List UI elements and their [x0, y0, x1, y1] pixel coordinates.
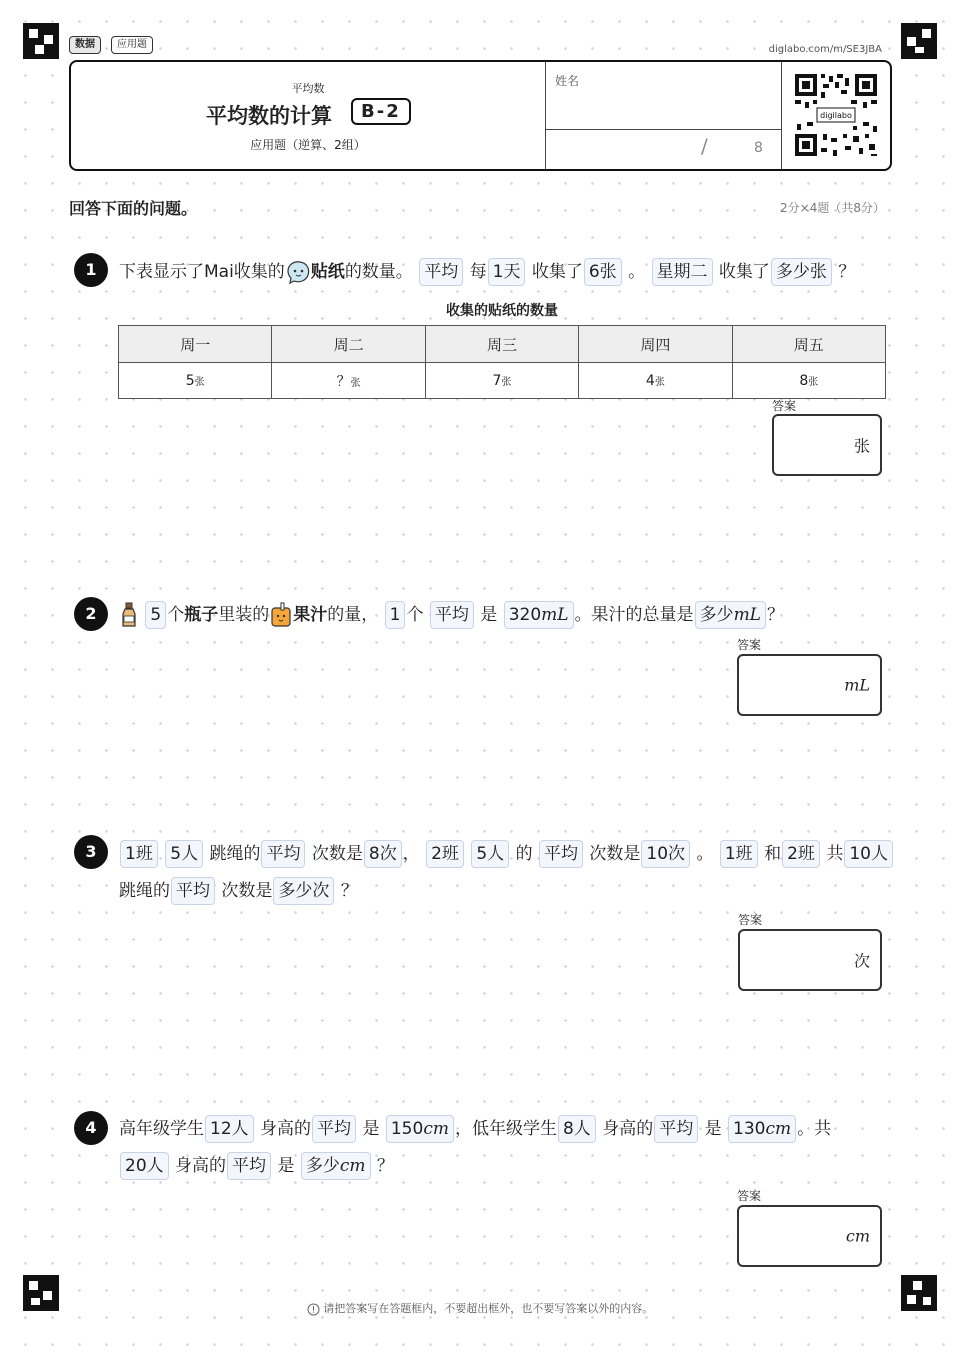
q1-highlight: 6张 — [584, 258, 622, 286]
q2-highlight — [695, 601, 766, 629]
cell-value: ？ — [336, 373, 351, 390]
q4-text: 高年级学生 — [119, 1119, 204, 1139]
q4-highlight — [120, 1152, 169, 1180]
q4-text: 身高的 — [260, 1119, 312, 1139]
question-3-text-line2 — [119, 876, 358, 905]
answer-label: 答案 — [737, 638, 762, 652]
q3-unit: 人 — [181, 844, 199, 864]
q4-unit: cm — [423, 1119, 449, 1139]
table-cell — [425, 363, 578, 399]
tag-data: 数据 — [69, 36, 101, 54]
cell-unit: 张 — [501, 376, 512, 388]
answer-label: 答案 — [772, 399, 797, 413]
q4-highlight — [386, 1115, 454, 1143]
q3-text: 次数是 — [589, 844, 641, 864]
footer-text: 请把答案写在答题框内，不要超出框外，也不要写答案以外的内容。 — [323, 1302, 654, 1315]
question-1-text — [119, 257, 855, 286]
footer-note — [0, 1300, 960, 1316]
level-code: B-2 — [351, 98, 411, 125]
q3-highlight — [844, 840, 893, 868]
q3-text: 跳绳的 — [209, 844, 261, 864]
cell-value: 4 — [645, 372, 655, 389]
q3-highlight: 10次 — [641, 840, 690, 868]
question-3-text-line1 — [119, 839, 894, 868]
q2-number: 320 — [508, 605, 542, 625]
question-2-text — [119, 600, 784, 629]
q1-text: 每 — [469, 262, 487, 282]
q3-number: 5 — [476, 844, 488, 864]
juice-icon — [269, 602, 293, 628]
corner-marker-top-right — [901, 23, 937, 59]
score-slash: / — [701, 134, 708, 158]
q4-highlight — [301, 1152, 371, 1180]
answer-unit: mL — [844, 675, 870, 695]
q1-text: 的数量。 — [344, 262, 413, 282]
q4-text: 身高的 — [602, 1119, 654, 1139]
q4-highlight: 平均 — [227, 1152, 271, 1180]
q2-number: 多少 — [699, 605, 734, 625]
title-area — [71, 62, 545, 169]
q1-highlight: 多少张 — [771, 258, 832, 286]
instruction: 回答下面的问题。 — [69, 199, 198, 218]
q4-text: 身高的 — [175, 1156, 227, 1176]
q4-unit: cm — [339, 1156, 366, 1176]
cell-unit: 张 — [350, 377, 361, 389]
q3-highlight — [471, 840, 509, 868]
answer-box-3[interactable] — [738, 929, 882, 991]
q3-highlight: 平均 — [171, 877, 215, 905]
q1-text: ？ — [838, 262, 856, 282]
q4-text: ，低年级学生 — [454, 1119, 557, 1139]
table-row — [119, 363, 886, 399]
q4-highlight — [205, 1115, 254, 1143]
q3-unit: 人 — [487, 844, 505, 864]
table-header-cell: 周二 — [272, 326, 425, 363]
url-text: diglabo.com/m/SE3JBA — [768, 44, 882, 55]
q3-text: 次数是 — [311, 844, 363, 864]
q4-highlight — [558, 1115, 596, 1143]
q2-text: 个 — [406, 605, 424, 625]
name-label: 姓名 — [555, 74, 580, 88]
q3-number: 5 — [170, 844, 182, 864]
question-number: 3 — [74, 835, 108, 869]
q4-unit: 人 — [573, 1119, 591, 1139]
q3-highlight: 8次 — [364, 840, 402, 868]
q1-highlight: 星期二 — [652, 258, 713, 286]
points-info: 2分×4题（共8分） — [780, 201, 885, 215]
q3-highlight — [165, 840, 203, 868]
q3-highlight: 平均 — [261, 840, 305, 868]
q4-text: 。共 — [797, 1119, 832, 1139]
q2-text: 。果汁的总量是 — [574, 605, 694, 625]
q1-highlight: 平均 — [419, 258, 463, 286]
q2-highlight: 平均 — [430, 601, 474, 629]
q2-text: 个 — [167, 605, 185, 625]
q2-keyword: 果汁 — [293, 605, 328, 625]
cell-value: 8 — [799, 372, 809, 389]
q1-text: 下表显示了Mai收集的 — [119, 262, 285, 282]
q4-text: ？ — [376, 1156, 394, 1176]
page-title: 平均数的计算 — [206, 104, 332, 128]
table-title: 收集的贴纸的数量 — [446, 303, 558, 319]
table-header-cell: 周三 — [425, 326, 578, 363]
worksheet-header — [69, 60, 892, 171]
question-4-text-line1 — [119, 1114, 831, 1143]
question-number: 4 — [74, 1111, 108, 1145]
answer-label: 答案 — [738, 913, 763, 927]
divider — [545, 129, 781, 130]
q3-text: 和 — [764, 844, 782, 864]
q4-text: 是 — [704, 1119, 722, 1139]
answer-box-1[interactable] — [772, 414, 882, 476]
table-header-row — [119, 326, 886, 363]
table-cell — [579, 363, 732, 399]
divider — [545, 62, 546, 169]
q4-text: 是 — [277, 1156, 295, 1176]
q4-number: 12 — [210, 1119, 232, 1139]
q3-text: 的 — [515, 844, 533, 864]
score-total: 8 — [754, 140, 763, 156]
q2-unit: mL — [541, 605, 569, 625]
table-header-cell: 周五 — [732, 326, 885, 363]
q1-highlight: 1天 — [488, 258, 526, 286]
question-number: 1 — [74, 253, 108, 287]
q4-highlight: 平均 — [312, 1115, 356, 1143]
cell-unit: 张 — [654, 376, 665, 388]
cell-value: 7 — [492, 372, 502, 389]
q3-highlight: 1班 — [720, 840, 758, 868]
table-cell — [732, 363, 885, 399]
q2-keyword: 瓶子 — [184, 605, 219, 625]
q4-number: 多少 — [305, 1156, 340, 1176]
cell-unit: 张 — [808, 376, 819, 388]
q3-text: ， — [402, 844, 420, 864]
sticker-icon — [285, 260, 311, 284]
q3-text: ？ — [340, 881, 358, 901]
info-icon — [307, 1303, 320, 1316]
answer-unit: cm — [845, 1226, 870, 1246]
q1-text: 收集了 — [718, 262, 770, 282]
header-subtitle: 平均数 — [291, 82, 325, 95]
q4-unit: 人 — [231, 1119, 249, 1139]
question-number: 2 — [74, 597, 108, 631]
q3-highlight: 2班 — [782, 840, 820, 868]
q1-text: 。 — [628, 262, 646, 282]
bottle-icon — [119, 602, 139, 628]
q3-highlight: 2班 — [426, 840, 464, 868]
q4-highlight — [728, 1115, 796, 1143]
q2-text: 的量， — [327, 605, 379, 625]
answer-unit: 张 — [853, 436, 870, 456]
q2-text: 里装的 — [218, 605, 270, 625]
q3-highlight: 多少次 — [273, 877, 334, 905]
table-cell — [119, 363, 272, 399]
sticker-table — [118, 325, 886, 399]
q1-keyword: 贴纸 — [310, 262, 345, 282]
q2-highlight — [504, 601, 574, 629]
qr-code-icon — [793, 72, 879, 158]
q3-unit: 人 — [870, 844, 888, 864]
cell-value: 5 — [185, 372, 195, 389]
answer-box-2[interactable] — [737, 654, 882, 716]
question-4-text-line2 — [119, 1151, 394, 1180]
q2-text: 是 — [480, 605, 498, 625]
q2-text: ？ — [766, 605, 784, 625]
answer-label: 答案 — [737, 1189, 762, 1203]
q4-number: 150 — [390, 1119, 424, 1139]
q3-text: 。 — [696, 844, 714, 864]
q4-text: 是 — [362, 1119, 380, 1139]
q2-highlight: 5 — [145, 601, 166, 629]
q4-number: 130 — [733, 1119, 766, 1139]
q4-unit: cm — [765, 1119, 792, 1139]
q1-text: 收集了 — [531, 262, 583, 282]
q3-text: 次数是 — [221, 881, 273, 901]
qr-caption: digilabo — [820, 111, 852, 120]
tag-word-problem: 应用题 — [111, 36, 153, 54]
q3-highlight: 1班 — [120, 840, 158, 868]
answer-unit: 次 — [853, 951, 870, 971]
divider — [781, 62, 782, 169]
q3-highlight: 平均 — [539, 840, 583, 868]
cell-unit: 张 — [194, 376, 205, 388]
table-cell — [272, 363, 425, 399]
q3-text: 共 — [826, 844, 844, 864]
header-description: 应用题（逆算、2组） — [250, 138, 366, 152]
answer-box-4[interactable] — [737, 1205, 882, 1267]
q4-number: 20 — [125, 1156, 147, 1176]
q3-number: 10 — [849, 844, 871, 864]
q4-unit: 人 — [146, 1156, 164, 1176]
q4-number: 8 — [562, 1119, 574, 1139]
q3-text: 跳绳的 — [119, 881, 170, 901]
q2-highlight: 1 — [385, 601, 406, 629]
table-header-cell: 周四 — [579, 326, 732, 363]
q2-unit: mL — [733, 605, 761, 625]
q4-highlight: 平均 — [654, 1115, 698, 1143]
corner-marker-top-left — [23, 23, 59, 59]
table-header-cell: 周一 — [119, 326, 272, 363]
